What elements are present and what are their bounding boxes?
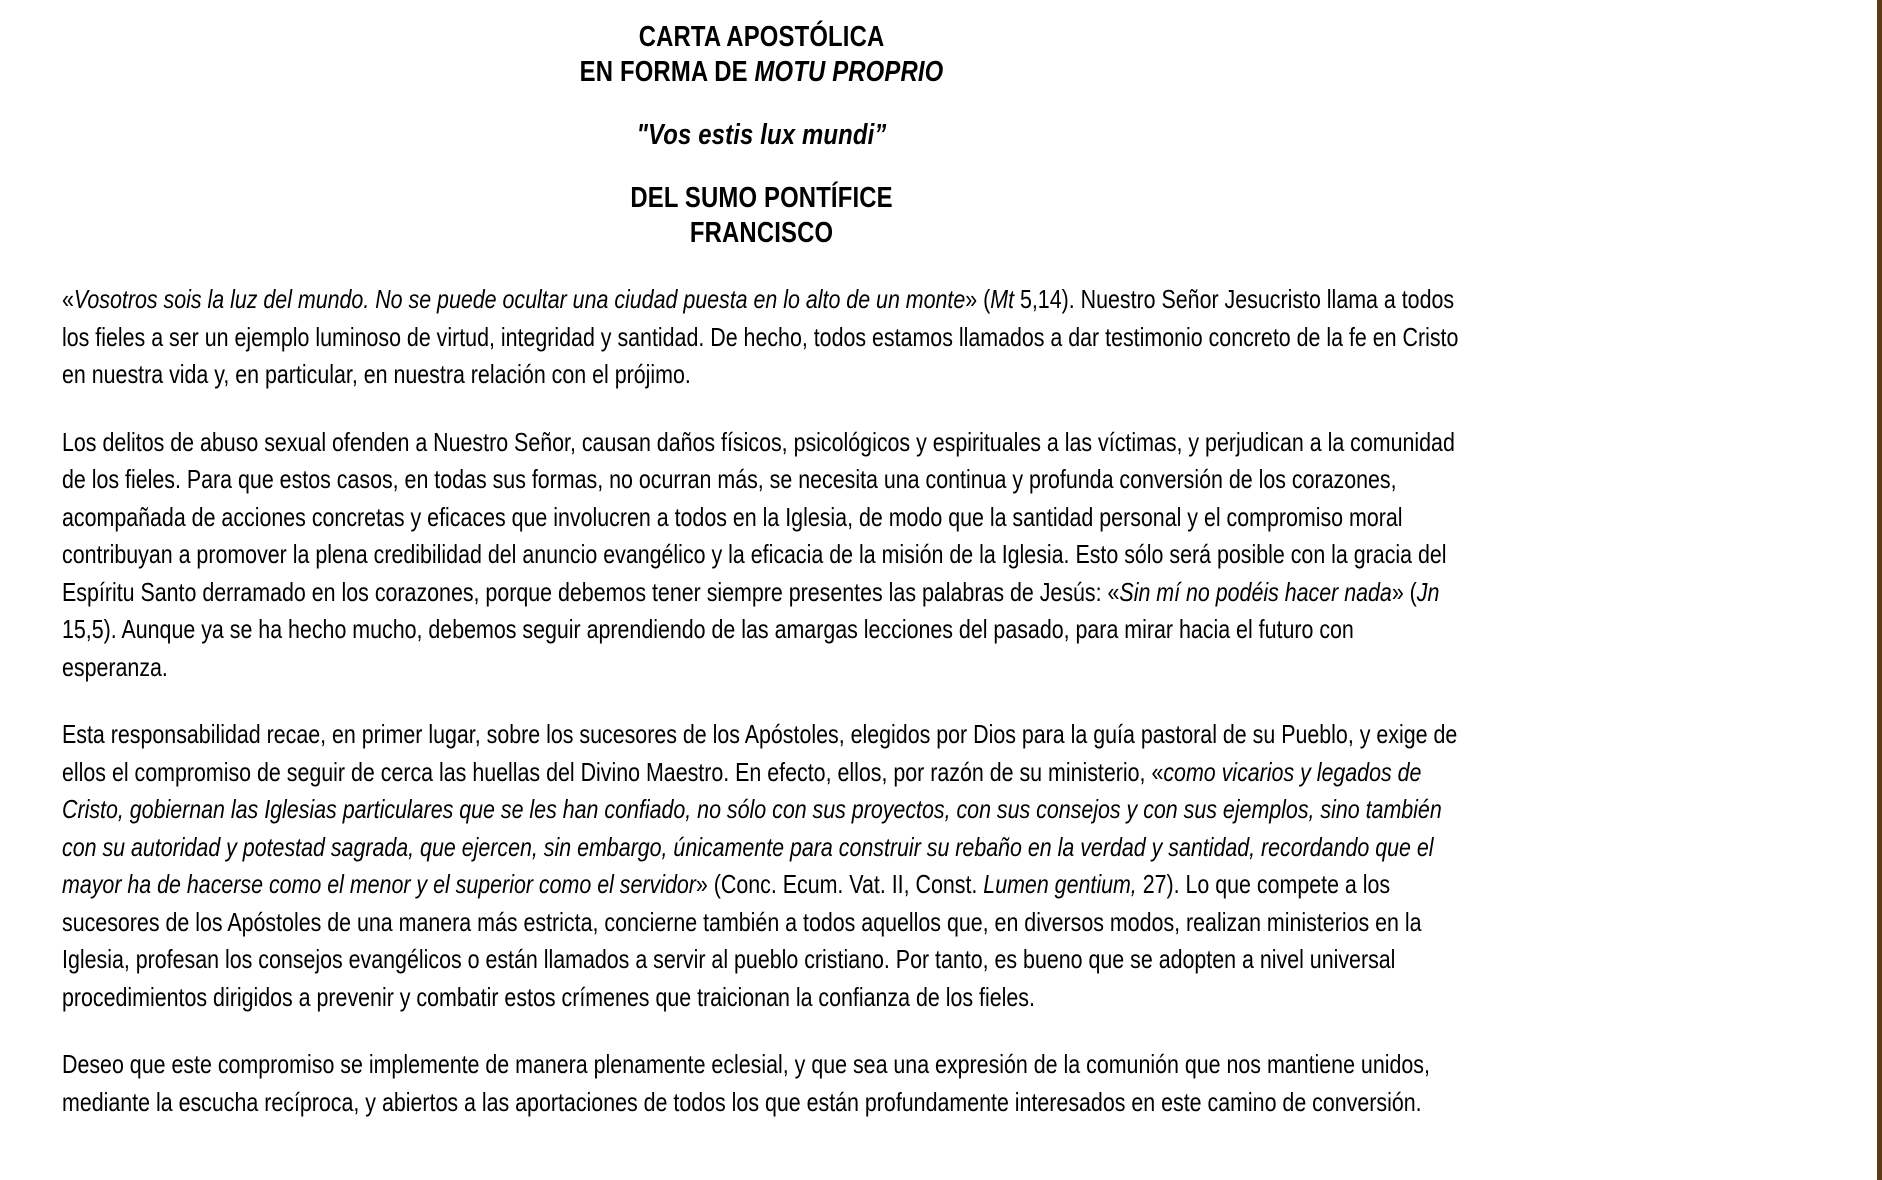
doc-title [62,20,1461,90]
paragraph-text: 15,5). Aunque ya se ha hecho mucho, debemos seguir aprendiendo de las amargas lecciones del pasado, para mirar hacia el futuro con esperanza. [62,614,1354,682]
paragraph-italic-text: Jn [1416,576,1440,607]
document-body [62,281,1461,1121]
document-content [62,20,1461,1121]
paragraph-2 [62,424,1461,687]
paragraph-1 [62,281,1461,394]
paragraph-italic-text: Vosotros sois la luz del mundo. No se puede ocultar una ciudad puesta en lo alto de un monte [73,284,966,314]
doc-title-line2 [62,55,1461,90]
doc-subtitle: "Vos estis lux mundi” [636,119,887,151]
paragraph-italic-text: Sin mí no podéis hacer nada [1119,576,1392,607]
paragraph-text: » (Conc. Ecum. Vat. II, Const. [695,869,984,899]
paragraph-4 [62,1046,1461,1121]
paragraph-text: Deseo que este compromiso se implemente de manera plenamente eclesial, y que sea una expresión de la comunión que nos mantiene unidos, mediante la escucha recíproca, y abiertos a las aportaciones de todos los que están profundamente interesados en este camino de conversión. [62,1049,1430,1117]
doc-title-line2-text: EN FORMA DE [579,56,755,88]
paragraph-text: 27). Lo que compete a los sucesores de los Apóstoles de una manera más estricta, concierne también a todos aquellos que, en diversos modos, realizan ministerios en la Iglesia, profesan los consejos evangélicos o están llamados a servir al pueblo cristiano. Por tanto, es bueno que se adopten a nivel universal procedimientos dirigidos a prevenir y combatir estos crímenes que traicionan la confianza de los fieles. [62,869,1422,1012]
window-edge [1877,0,1882,1180]
doc-title-line1: CARTA APOSTÓLICA [638,21,885,53]
doc-title-motu-proprio: MOTU PROPRIO [754,56,944,88]
doc-author-line2: FRANCISCO [689,217,834,249]
paragraph-text: « [62,284,74,314]
paragraph-text: » ( [965,284,991,314]
paragraph-text: 5,14). Nuestro Señor Jesucristo llama a todos los fieles a ser un ejemplo luminoso de virtud, integridad y santidad. De hecho, todos estamos llamados a dar testimonio concreto de la fe en Cristo en nuestra vida y, en particular, en nuestra relación con el prójimo. [62,284,1459,389]
doc-author [62,181,1461,251]
doc-author-line1: DEL SUMO PONTÍFICE [630,182,893,214]
paragraph-italic-text: Mt [990,284,1015,314]
paragraph-text: » ( [1391,576,1417,607]
paragraph-text: Los delitos de abuso sexual ofenden a Nuestro Señor, causan daños físicos, psicológicos y espirituales a las víctimas, y perjudican a la comunidad de los fieles. Para que estos casos, en todas sus formas, no ocurran más, se necesita una continua y profunda conversión de los corazones, acompañada de acciones concretas y eficaces que involucren a todos en la Iglesia, de modo que la santidad personal y el compromiso moral contribuyan a promover la plena credibilidad del anuncio evangélico y la eficacia de la misión de la Iglesia. Esto sólo será posible con la gracia del Espíritu Santo derramado en los corazones, porque debemos tener siempre presentes las palabras de Jesús: « [62,426,1455,607]
paragraph-3 [62,716,1461,1016]
paragraph-italic-text: como vicarios y legados de Cristo, gobiernan las Iglesias particulares que se les han confiado, no sólo con sus proyectos, con sus consejos y con sus ejemplos, sino también con su autoridad y potestad sagrada, que ejercen, sin embargo, únicamente para construir su rebaño en la verdad y santidad, recordando que el mayor ha de hacerse como el menor y el superior como el servidor [62,756,1442,899]
paragraph-text: Esta responsabilidad recae, en primer lugar, sobre los sucesores de los Apóstoles, elegidos por Dios para la guía pastoral de su Pueblo, y exige de ellos el compromiso de seguir de cerca las huellas del Divino Maestro. En efecto, ellos, por razón de su ministerio, « [62,719,1458,787]
paragraph-italic-text: Lumen gentium, [983,869,1137,899]
